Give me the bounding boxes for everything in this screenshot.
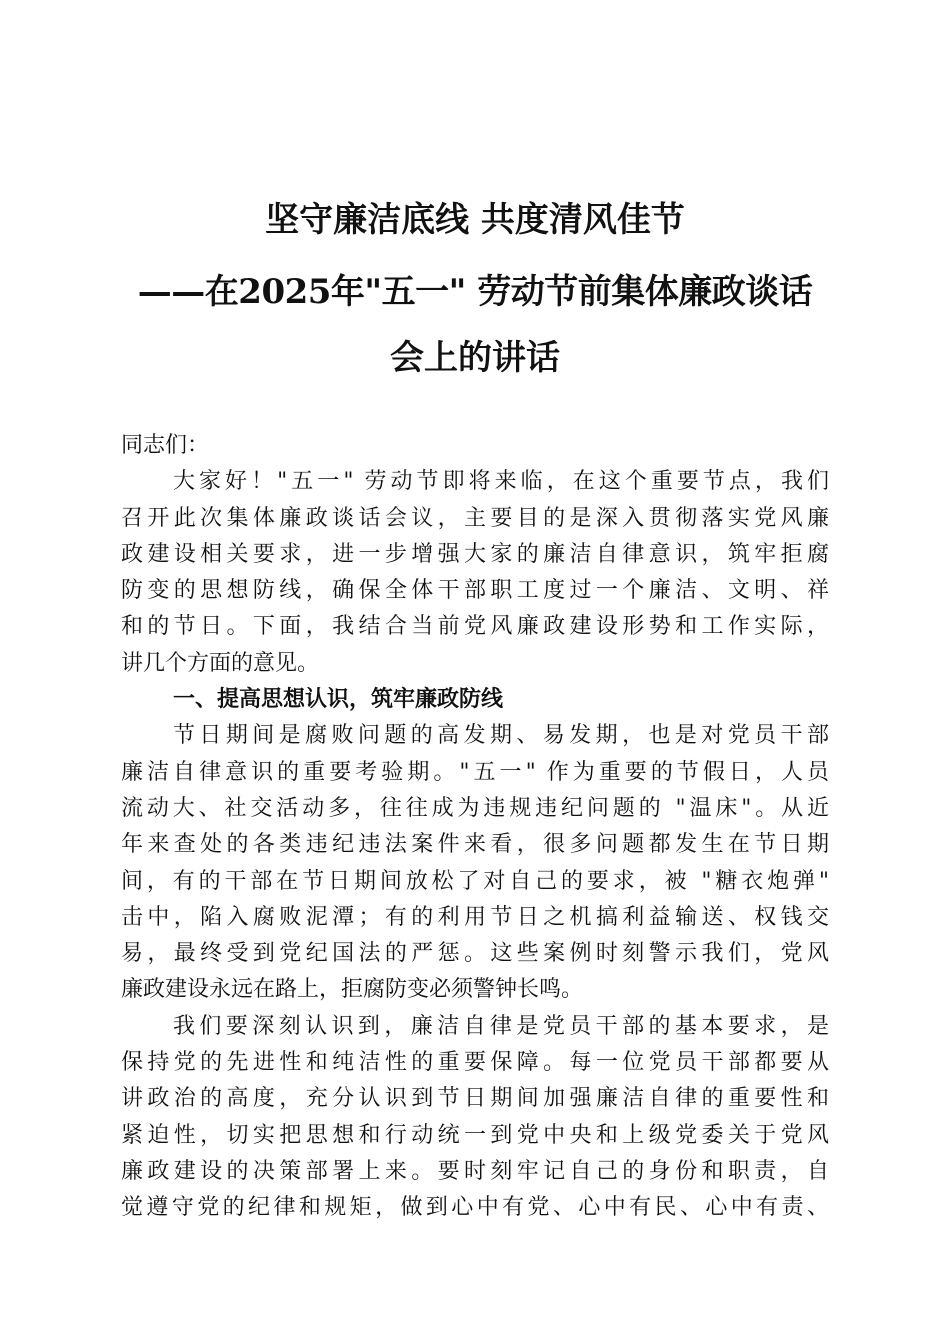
paragraph-line: 保持党的先进性和纯洁性的重要保障。每一位党员干部都要从 (121, 1050, 829, 1076)
paragraph-line: 召开此次集体廉政谈话会议，主要目的是深入贯彻落实党风廉 (121, 505, 829, 531)
document-subtitle-line-2: 会上的讲话 (390, 338, 560, 378)
salutation: 同志们： (121, 433, 210, 458)
paragraph-line: 流动大、社交活动多，往往成为违规违纪问题的 "温床"。从近 (121, 795, 829, 821)
paragraph-line: 觉遵守党的纪律和规矩，做到心中有党、心中有民、心中有责、 (121, 1195, 829, 1221)
paragraph-line: 节日期间是腐败问题的高发期、易发期，也是对党员干部 (173, 723, 829, 749)
paragraph-line: 间，有的干部在节日期间放松了对自己的要求，被 "糖衣炮弹" (121, 868, 829, 894)
document-body (121, 428, 829, 1227)
paragraph-line: 防变的思想防线，确保全体干部职工度过一个廉洁、文明、祥 (121, 578, 829, 604)
paragraph-line: 我们要深刻认识到，廉洁自律是党员干部的基本要求，是 (173, 1013, 829, 1039)
paragraph-line: 击中，陷入腐败泥潭；有的利用节日之机搞利益输送、权钱交 (121, 904, 829, 930)
document-title: 坚守廉洁底线 共度清风佳节 (265, 200, 685, 240)
paragraph-line: 和的节日。下面，我结合当前党风廉政建设形势和工作实际， (121, 614, 829, 640)
paragraph-line: 紧迫性，切实把思想和行动统一到党中央和上级党委关于党风 (121, 1122, 829, 1148)
paragraph-line: 年来查处的各类违纪违法案件来看，很多问题都发生在节日期 (121, 832, 829, 858)
paragraph-line: 讲政治的高度，充分认识到节日期间加强廉洁自律的重要性和 (121, 1086, 829, 1112)
section-heading: 一、提高思想认识，筑牢廉政防线 (173, 687, 504, 713)
paragraph-line: 易，最终受到党纪国法的严惩。这些案例时刻警示我们，党风 (121, 941, 829, 967)
paragraph-line: 大家好！"五一" 劳动节即将来临，在这个重要节点，我们 (173, 469, 829, 495)
paragraph-line: 廉洁自律意识的重要考验期。"五一" 作为重要的节假日，人员 (121, 759, 829, 785)
paragraph-line: 廉政建设永远在路上，拒腐防变必须警钟长鸣。 (121, 977, 584, 1003)
paragraph-line: 讲几个方面的意见。 (121, 650, 320, 676)
document-subtitle-line-1: ——在2025年"五一" 劳动节前集体廉政谈话 (137, 272, 813, 312)
paragraph-line: 政建设相关要求，进一步增强大家的廉洁自律意识，筑牢拒腐 (121, 541, 829, 567)
paragraph-line: 廉政建设的决策部署上来。要时刻牢记自己的身份和职责，自 (121, 1158, 829, 1184)
